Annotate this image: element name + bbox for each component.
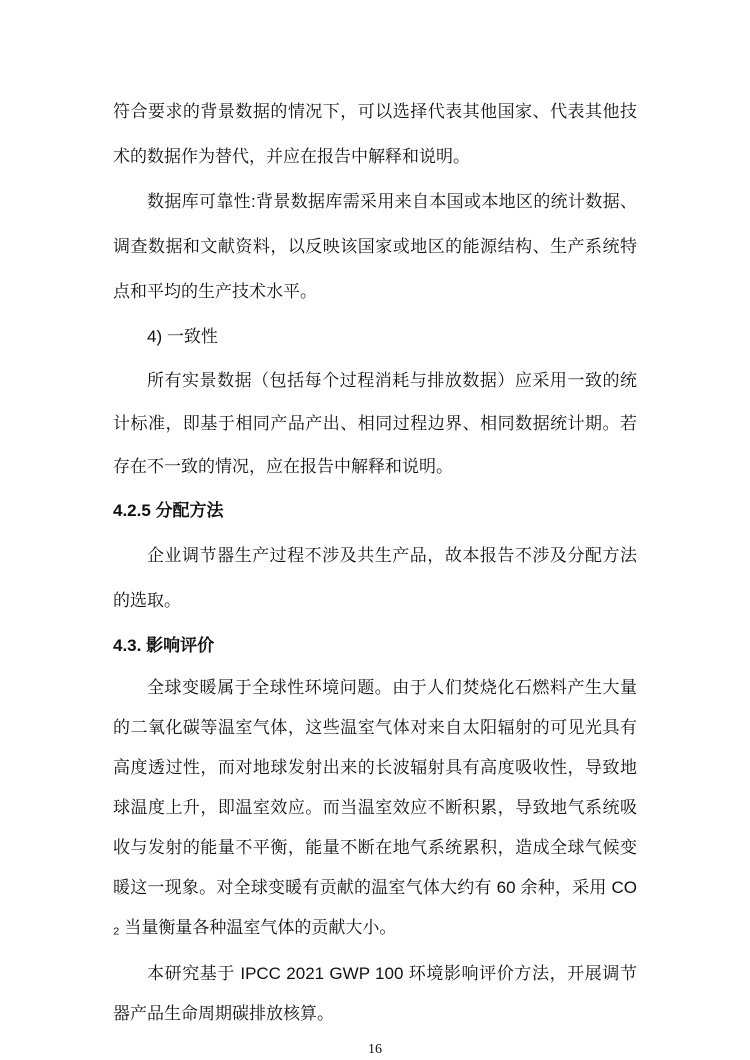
paragraph-continuation: 符合要求的背景数据的情况下，可以选择代表其他国家、代表其他技术的数据作为替代，并应在报告中解释和说明。 <box>113 102 637 166</box>
paragraph-study-method: 本研究基于 IPCC 2021 GWP 100 环境影响评价方法，开展调节器产品生命周期碳排放核算。 <box>113 964 637 1023</box>
paragraph-database-reliability: 数据库可靠性:背景数据库需采用来自本国或本地区的统计数据、调查数据和文献资料，以反映该国家或地区的能源结构、生产系统特点和平均的生产技术水平。 <box>113 192 637 301</box>
paragraph-allocation-detail: 企业调节器生产过程不涉及共生产品，故本报告不涉及分配方法的选取。 <box>113 546 637 610</box>
paragraph-consistency-detail: 所有实景数据（包括每个过程消耗与排放数据）应采用一致的统计标准，即基于相同产品产出、相同过程边界、相同数据统计期。若存在不一致的情况，应在报告中解释和说明。 <box>113 371 637 476</box>
section-heading-impact-assessment: 4.3. 影响评价 <box>113 636 215 655</box>
section-heading-allocation-method: 4.2.5 分配方法 <box>113 501 224 520</box>
numbered-subheading-consistency: 4) 一致性 <box>147 327 218 346</box>
paragraph-global-warming: 全球变暖属于全球性环境问题。由于人们焚烧化石燃料产生大量的二氧化碳等温室气体，这些温室气体对来自太阳辐射的可见光具有高度透过性，而对地球发射出来的长波辐射具有高度吸收性，导致地球温度上升，即温室效应。而当温室效应不断积累，导致地气系统吸收与发射的能量不平衡，能量不断在地气系统累积，造成全球气候变暖这一现象。对全球变暖有贡献的温室气体大约有 60 余种，采用 CO₂ 当量衡量各种温室气体的贡献大小。 <box>113 678 637 937</box>
page-number: 16 <box>368 1042 382 1057</box>
